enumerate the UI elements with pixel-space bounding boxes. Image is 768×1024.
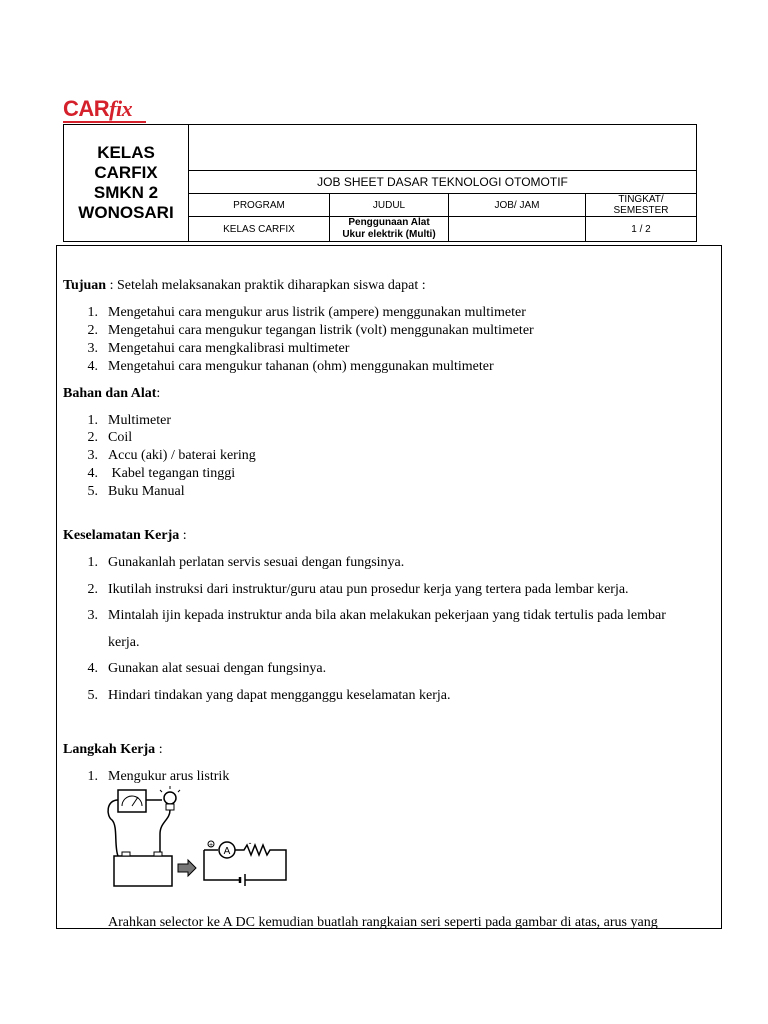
keselamatan-item: Ikutilah instruksi dari instruktur/guru atau pun prosedur kerja yang tertera pada lembar kerja.	[108, 582, 629, 597]
multimeter-icon	[118, 790, 146, 812]
keselamatan-item: Gunakanlah perlatan servis sesuai dengan fungsinya.	[108, 555, 405, 570]
ammeter-label: A	[223, 846, 231, 857]
langkah-item: Mengukur arus listrik	[108, 769, 230, 784]
arrow-icon	[178, 860, 196, 876]
battery-icon	[114, 856, 172, 886]
keselamatan-item: Hindari tindakan yang dapat mengganggu keselamatan kerja.	[108, 688, 451, 703]
carfix-logo: CARfix	[63, 96, 132, 122]
judul-label: JUDUL	[330, 194, 449, 217]
keselamatan-item-continued: kerja.	[108, 635, 140, 650]
bahan-heading: Bahan dan Alat	[63, 386, 157, 401]
job-jam-label: JOB/ JAM	[449, 194, 586, 217]
keselamatan-heading: Keselamatan Kerja	[63, 528, 180, 543]
tujuan-line	[63, 277, 426, 295]
plus-label: +	[208, 842, 214, 849]
bahan-item: Multimeter	[108, 413, 171, 428]
keselamatan-item: Mintalah ijin kepada instruktur anda bila akan melakukan pekerjaan yang tidak tertulis pada lembar	[108, 608, 666, 623]
tujuan-item: Mengetahui cara mengkalibrasi multimeter	[108, 341, 350, 356]
program-label: PROGRAM	[189, 194, 330, 217]
bahan-item: Kabel tegangan tinggi	[108, 466, 236, 481]
langkah-line: Langkah Kerja :	[63, 742, 163, 757]
tujuan-item: Mengetahui cara mengukur arus listrik (ampere) menggunakan multimeter	[108, 305, 526, 320]
tingkat-semester-label: TINGKAT/ SEMESTER	[586, 194, 697, 217]
logo-underline	[63, 121, 146, 123]
page-number: 1 / 2	[586, 217, 697, 242]
tujuan-intro: : Setelah melaksanakan praktik diharapkan siswa dapat :	[106, 278, 426, 293]
keselamatan-line: Keselamatan Kerja :	[63, 528, 187, 543]
langkah-paragraph: Arahkan selector ke A DC kemudian buatlah rangkaian seri seperti pada gambar di atas, arus yang	[108, 915, 658, 930]
tujuan-heading: Tujuan	[63, 278, 107, 293]
bahan-item: Accu (aki) / baterai kering	[108, 448, 256, 463]
job-sheet-title: JOB SHEET DASAR TEKNOLOGI OTOMOTIF	[189, 171, 697, 194]
bahan-item: Buku Manual	[108, 484, 185, 499]
job-jam-value	[449, 217, 586, 242]
bahan-line: Bahan dan Alat:	[63, 386, 161, 401]
bulb-icon	[164, 792, 176, 804]
minus-label: -	[248, 838, 252, 848]
tujuan-item: Mengetahui cara mengukur tegangan listrik (volt) menggunakan multimeter	[108, 323, 534, 338]
langkah-heading: Langkah Kerja	[63, 742, 156, 757]
bahan-item: Coil	[108, 430, 133, 445]
ammeter-circuit-diagram	[104, 786, 294, 894]
class-name-cell: KELAS CARFIX SMKN 2 WONOSARI	[64, 125, 189, 242]
keselamatan-item: Gunakan alat sesuai dengan fungsinya.	[108, 661, 327, 676]
header-blank-cell	[189, 125, 697, 171]
program-value: KELAS CARFIX	[189, 217, 330, 242]
tujuan-item: Mengetahui cara mengukur tahanan (ohm) menggunakan multimeter	[108, 359, 494, 374]
judul-value: Penggunaan Alat Ukur elektrik (Multi)	[330, 217, 449, 242]
job-sheet-header	[63, 124, 697, 242]
